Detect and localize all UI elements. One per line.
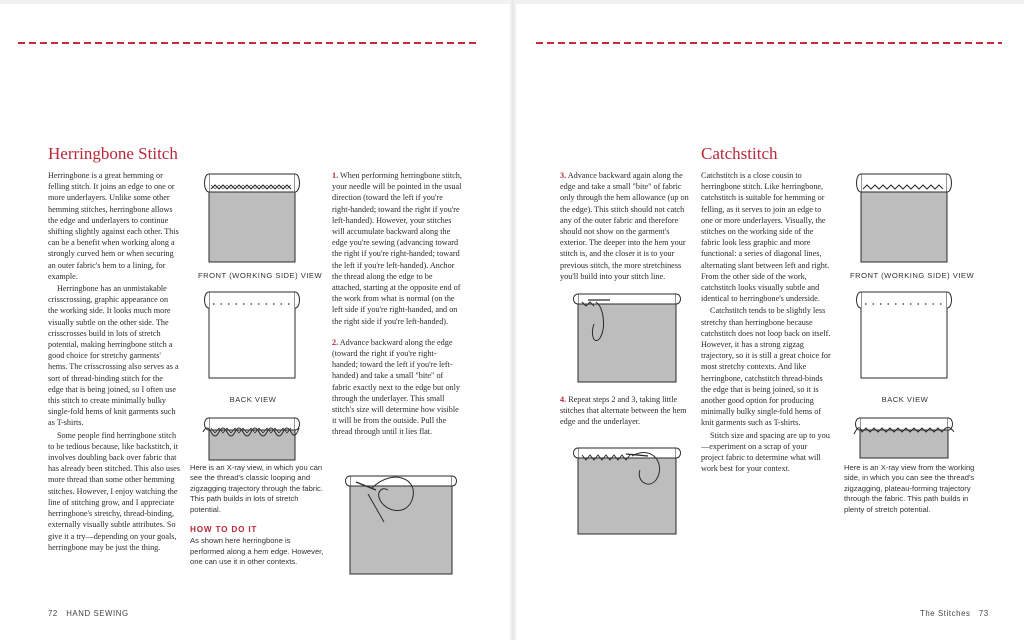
step-2-text: Advance backward along the edge (toward the right if you're right-handed; toward the left if you're left-handed) and take a small "bite" of fabric exactly next to the edge but only through the underlayer. This small stitch's size will determine how visible it will be from the outside. Pull the thread through until it lies flat.	[332, 337, 460, 437]
step-2	[332, 337, 462, 438]
catchstitch-paragraph: Catchstitch tends to be slightly less stretchy than herringbone because catchstitch does not loop back on itself. However, it has a strong zigzag trajectory, so it is still a great choice for most stretchy contexts. And like herringbone, catchstitch thread-binds the edge that is being joined, so it is another good option for producing minimally bulky single-fold hems of knit garments such as T-shirts.	[701, 306, 831, 428]
herringbone-steps-column	[332, 170, 462, 438]
catchstitch-paragraph: Catchstitch is a close cousin to herringbone stitch. Like herringbone, catchstitch is suitable for hemming or felling, as it serves to join an edge to one or more underlayers. Visually, the stitches on the working side of the fabric look less graphic and more functional: a series of diagonal lines, alternating slant between left and right. From the other side of the work, catchstitch looks visually subtle and identical to herringbone's underside.	[701, 171, 830, 304]
step-1	[332, 170, 462, 327]
step-1-number: 1.	[332, 171, 339, 180]
step-3	[560, 170, 690, 282]
catchstitch-xray-caption-block	[844, 463, 980, 515]
catchstitch-front-illustration	[853, 166, 957, 264]
left-page-number: 72	[48, 609, 58, 618]
step-3-number: 3.	[560, 171, 567, 180]
catchstitch-front-label: FRONT (WORKING SIDE) VIEW	[850, 271, 975, 280]
herringbone-xray-caption: Here is an X-ray view, in which you can see the thread's classic looping and zigzagging trajectory through the fabric. This path builds in lots of stretch potential.	[190, 463, 323, 514]
catchstitch-back-illustration	[853, 290, 957, 380]
herringbone-front-illustration	[201, 166, 305, 264]
step-3-illustration	[570, 288, 684, 384]
step-4-number: 4.	[560, 395, 567, 404]
how-to-text: As shown here herringbone is performed along a hem edge. However, one can use it in other contexts.	[190, 536, 324, 567]
right-running-head: The Stitches	[920, 609, 971, 618]
step-4	[560, 394, 690, 428]
catchstitch-back-label: BACK VIEW	[881, 395, 929, 404]
how-to-heading: HOW TO DO IT	[190, 525, 258, 535]
herringbone-front-label: FRONT (WORKING SIDE) VIEW	[198, 271, 323, 280]
catchstitch-title: Catchstitch	[701, 144, 778, 163]
herringbone-intro-column	[48, 170, 180, 553]
step-3-column	[560, 170, 690, 282]
catchstitch-xray-illustration	[850, 414, 960, 460]
herringbone-back-label: BACK VIEW	[229, 395, 277, 404]
step-3-text: Advance backward again along the edge and take a small "bite" of fabric only through the hem allowance (up on the edge). This stitch should not catch any of the outer fabric and therefore should not show on the garment's exterior. The deeper into the hem your stitch is, and the closer it is to your previous stitch, the more stretchiness you'll build into your stitch line.	[560, 171, 689, 281]
step-4-text: Repeat steps 2 and 3, taking little stitches that alternate between the hem edge and the underlayer.	[560, 395, 687, 427]
left-stitch-rule	[18, 40, 480, 46]
left-folio	[48, 609, 129, 618]
herringbone-title: Herringbone Stitch	[48, 144, 178, 163]
step-1-text: When performing herringbone stitch, your needle will be pointed in the usual direction (toward the left if you're right-handed; toward the right if you're left-handed). However, your stitches will accumulate backward along the edge you're sewing (advancing toward the right if you're right-handed; toward the left if you're left-handed). Anchor the thread along the edge to be attached, starting at the opposite end of the work from what is normal (on the left side if you're right-handed, and on the right side if you're left-handed).	[332, 171, 462, 326]
step-4-column	[560, 394, 690, 428]
herringbone-paragraph: Herringbone has an unmistakable crisscrossing, graphic appearance on the working side. It looks much more visually subtle on the other side. The crisscrosses build in lots of stretch potential, making herringbone stitch a good choice for stretchy garments' hems. The crisscrossing also serves as a sort of thread-binding stitch for the edge that is being joined, so I often use this stitch to create minimally bulky single-fold hems of knit garments such as T-shirts.	[48, 284, 179, 428]
herringbone-step-illustration	[342, 470, 460, 576]
catchstitch-xray-caption: Here is an X-ray view from the working side, in which you can see the thread's zigzagging, plateau-forming trajectory through the fabric. This path builds in plenty of stretch potential.	[844, 463, 975, 514]
right-page-number: 73	[978, 609, 989, 618]
step-2-number: 2.	[332, 337, 339, 347]
left-running-head: HAND SEWING	[66, 609, 129, 618]
catchstitch-column	[701, 170, 831, 474]
herringbone-xray-caption-block	[190, 463, 326, 568]
herringbone-paragraph: Some people find herringbone stitch to be tedious because, like backstitch, it involves doubling back over fabric that has already been stitched. This also uses more thread than some other hemming stitches. However, I enjoy watching the line of stitching grow, and I appreciate herringbone's stretchy, thread-binding, externally visually subtle attributes. So give it a try—depending on your goals, herringbone may be just the thing.	[48, 430, 180, 552]
herringbone-back-illustration	[201, 290, 305, 380]
catchstitch-paragraph: Stitch size and spacing are up to you—experiment on a scrap of your project fabric to determine what will work best for your context.	[701, 430, 830, 474]
right-stitch-rule	[536, 40, 1002, 46]
herringbone-xray-illustration	[199, 414, 307, 462]
herringbone-paragraph: Herringbone is a great hemming or felling stitch. It joins an edge to one or more underlayers. Unlike some other hemming stitches, herringbone allows the edge and underlayers to continue shifting slightly against each other. This can be a benefit when working along a strongly curved hem or when securing an outer fabric's hem to a lining, for example.	[48, 171, 179, 281]
step-4-illustration	[570, 442, 684, 536]
right-folio	[920, 609, 989, 618]
page-gutter	[510, 0, 516, 640]
